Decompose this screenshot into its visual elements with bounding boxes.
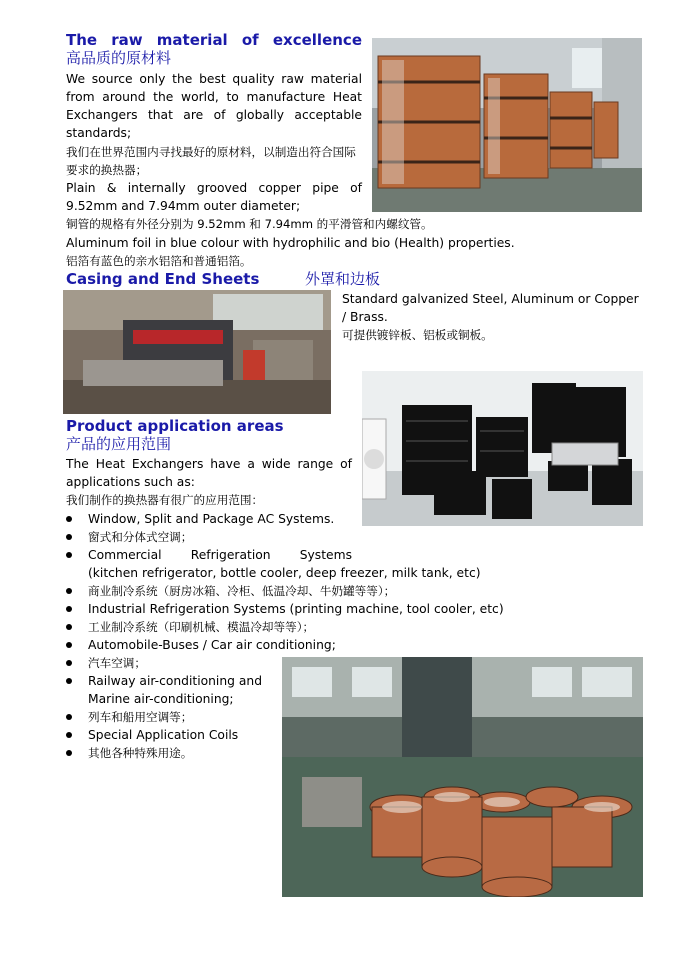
list-item: 工业制冷系统（印刷机械、模温冷却等等）； [66, 618, 388, 636]
list-item: Special Application Coils [66, 726, 276, 744]
copper-coil-warehouse-photo [372, 38, 642, 212]
list-item: Railway air-conditioning and Marine air-conditioning; [66, 672, 276, 708]
raw-material-para3: Aluminum foil in blue colour with hydrophilic and bio (Health) properties. [66, 236, 515, 250]
list-item: 其他各种特殊用途。 [66, 744, 276, 762]
raw-material-heading-cn: 高品质的原材料 [66, 49, 172, 67]
raw-material-para1-cn: 我们在世界范围内寻找最好的原材料，以制造出符合国际要求的换热器； [66, 145, 356, 177]
commercial-refrigeration-line2: (kitchen refrigerator, bottle cooler, deep freezer, milk tank, etc) [88, 566, 481, 580]
casing-text-cn: 可提供镀锌板、铝板或铜板。 [342, 328, 493, 342]
heat-exchanger-products-photo [362, 371, 643, 526]
list-item: 商业制冷系统（厨房冰箱、冷柜、低温冷却、牛奶罐等等）； [66, 582, 536, 600]
casing-text: Standard galvanized Steel, Aluminum or Copper / Brass. [342, 292, 639, 324]
raw-material-para2: Plain & internally grooved copper pipe of 9.52mm and 7.94mm outer diameter; [66, 181, 362, 213]
raw-material-para3-cn: 铝箔有蓝色的亲水铝箔和普通铝箔。 [66, 254, 252, 268]
applications-heading-cn: 产品的应用范围 [66, 435, 172, 453]
applications-intro-cn: 我们制作的换热器有很广的应用范围： [66, 493, 264, 507]
punching-machine-photo [63, 290, 331, 414]
list-item: Automobile-Buses / Car air conditioning; [66, 636, 388, 654]
list-item [66, 546, 536, 582]
list-item: Window, Split and Package AC Systems. [66, 510, 368, 528]
list-item: 列车和船用空调等； [66, 708, 276, 726]
casing-heading: Casing and End Sheets [66, 270, 260, 288]
applications-heading: Product application areas [66, 417, 284, 435]
list-item: 汽车空调； [66, 654, 276, 672]
casing-heading-cn: 外罩和边板 [305, 270, 381, 288]
commercial-refrigeration-line1: Commercial Refrigeration Systems [88, 548, 352, 562]
factory-floor-photo [282, 657, 643, 897]
list-item: 窗式和分体式空调； [66, 528, 276, 546]
application-list [66, 510, 504, 762]
raw-material-para2-cn: 铜管的规格有外径分别为 9.52mm 和 7.94mm 的平滑管和内螺纹管。 [66, 217, 433, 231]
applications-intro: The Heat Exchangers have a wide range of applications such as: [66, 457, 352, 489]
list-item: Industrial Refrigeration Systems (printing machine, tool cooler, etc) [66, 600, 558, 618]
raw-material-para1: We source only the best quality raw material from around the world, to manufacture Heat Exchangers that are of globally acceptable standards; [66, 72, 362, 140]
raw-material-heading: The raw material of excellence [66, 31, 362, 49]
